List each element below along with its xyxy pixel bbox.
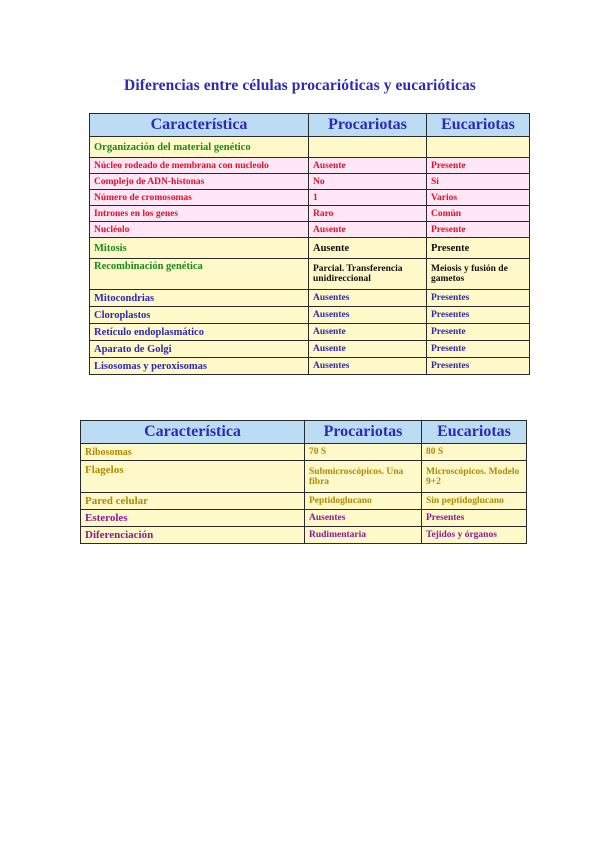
cell-prokaryote: Ausente [309,341,427,358]
cell-prokaryote: No [309,174,427,190]
cell-prokaryote: Parcial. Transferencia unidireccional [309,259,427,290]
cell-characteristic: Diferenciación [81,527,305,544]
cell-characteristic: Mitocondrias [90,290,309,307]
table-row [81,461,527,493]
table-prokaryote-eukaryote-genetic [89,113,530,375]
cell-characteristic: Intrones en los genes [90,206,309,222]
cell-eukaryote: Presente [427,238,530,259]
table-row [90,190,530,206]
page-title: Diferencias entre células procarióticas y eucarióticas [124,77,476,94]
cell-characteristic: Aparato de Golgi [90,341,309,358]
cell-characteristic: Complejo de ADN-histonas [90,174,309,190]
table-row [90,341,530,358]
cell-characteristic: Pared celular [81,493,305,510]
cell-prokaryote: Peptidoglucano [305,493,422,510]
cell-eukaryote: Presentes [422,510,527,527]
table-row [90,158,530,174]
cell-characteristic: Lisosomas y peroxisomas [90,358,309,375]
cell-prokaryote [309,137,427,158]
cell-eukaryote: Tejidos y órganos [422,527,527,544]
cell-eukaryote: Presentes [427,307,530,324]
cell-prokaryote: Ausentes [309,290,427,307]
cell-characteristic: Esteroles [81,510,305,527]
cell-eukaryote [427,137,530,158]
cell-characteristic: Nucléolo [90,222,309,238]
cell-prokaryote: Ausente [309,238,427,259]
header-prokaryotes: Procariotas [309,114,427,137]
table-row [90,358,530,375]
cell-characteristic: Cloroplastos [90,307,309,324]
table-row [90,259,530,290]
cell-prokaryote: Ausentes [309,307,427,324]
table-row [90,137,530,158]
cell-characteristic: Núcleo rodeado de membrana con nucleolo [90,158,309,174]
table-row [81,493,527,510]
table-row [90,174,530,190]
cell-eukaryote: Presente [427,324,530,341]
cell-characteristic: Retículo endoplasmático [90,324,309,341]
cell-eukaryote: Meiosis y fusión de gametos [427,259,530,290]
cell-prokaryote: 70 S [305,444,422,461]
cell-prokaryote: Ausente [309,158,427,174]
cell-eukaryote: Microscópicos. Modelo 9+2 [422,461,527,493]
cell-prokaryote: Ausente [309,324,427,341]
header-prokaryotes: Procariotas [305,421,422,444]
header-eukaryotes: Eucariotas [427,114,530,137]
cell-characteristic: Mitosis [90,238,309,259]
table-row [90,206,530,222]
cell-eukaryote: Presentes [427,358,530,375]
table-row [90,324,530,341]
cell-prokaryote: 1 [309,190,427,206]
table-row [90,222,530,238]
table-header-row [90,114,530,137]
cell-eukaryote: Presentes [427,290,530,307]
cell-characteristic: Recombinación genética [90,259,309,290]
cell-eukaryote: Varios [427,190,530,206]
table-prokaryote-eukaryote-structure [80,420,527,544]
table-row [90,290,530,307]
cell-eukaryote: Presente [427,158,530,174]
cell-prokaryote: Ausentes [305,510,422,527]
cell-eukaryote: 80 S [422,444,527,461]
cell-prokaryote: Raro [309,206,427,222]
cell-prokaryote: Submicroscópicos. Una fibra [305,461,422,493]
cell-characteristic: Organización del material genético [90,137,309,158]
cell-prokaryote: Ausentes [309,358,427,375]
cell-characteristic: Ribosomas [81,444,305,461]
cell-eukaryote: Común [427,206,530,222]
cell-characteristic: Número de cromosomas [90,190,309,206]
cell-prokaryote: Rudimentaria [305,527,422,544]
cell-eukaryote: Sin peptidoglucano [422,493,527,510]
cell-eukaryote: Presente [427,222,530,238]
cell-prokaryote: Ausente [309,222,427,238]
table-row [90,238,530,259]
table-row [81,527,527,544]
table-header-row [81,421,527,444]
header-eukaryotes: Eucariotas [422,421,527,444]
header-characteristic: Característica [81,421,305,444]
table-row [90,307,530,324]
cell-eukaryote: Presente [427,341,530,358]
table-row [81,510,527,527]
cell-characteristic: Flagelos [81,461,305,493]
cell-eukaryote: Sí [427,174,530,190]
header-characteristic: Característica [90,114,309,137]
table-row [81,444,527,461]
